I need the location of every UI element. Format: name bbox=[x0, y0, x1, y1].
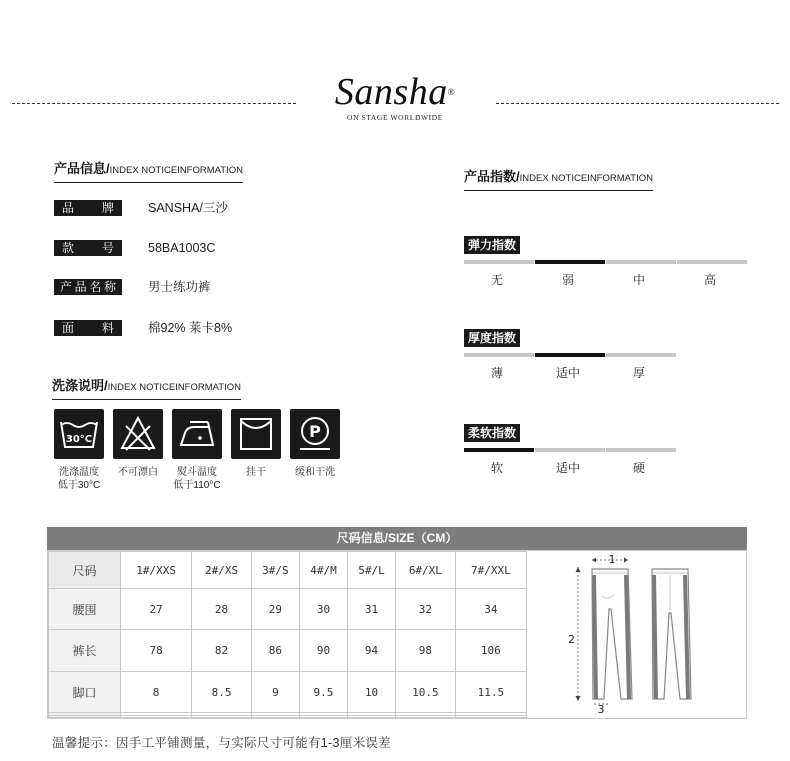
table-row bbox=[49, 671, 527, 712]
care-label-wash: 洗涤温度 低于30°C bbox=[57, 467, 101, 491]
row-label: 脚口 bbox=[49, 671, 121, 712]
measure-hem-mark: 3 bbox=[597, 703, 605, 716]
measure-waist-mark: 1 bbox=[608, 553, 616, 566]
row-label: 裤长 bbox=[49, 630, 121, 671]
index-title-2: 柔软指数 bbox=[464, 424, 520, 442]
size-cell: 82 bbox=[192, 630, 252, 671]
header-divider-left bbox=[12, 103, 296, 104]
size-cell: 90 bbox=[299, 630, 347, 671]
size-cell: 86 bbox=[251, 630, 299, 671]
size-cell: 10.5 bbox=[396, 671, 456, 712]
index-title-1: 厚度指数 bbox=[464, 329, 520, 347]
index-bar-1-2 bbox=[606, 353, 676, 357]
size-header-cell: 1#/XXS bbox=[121, 552, 192, 589]
index-option-2-2: 硬 bbox=[632, 461, 645, 475]
size-cell bbox=[455, 715, 526, 717]
index-bar-0-0 bbox=[464, 260, 534, 264]
care-label-dryclean: 缓和干洗 bbox=[295, 467, 335, 478]
table-row bbox=[49, 589, 527, 630]
logo-text: Sansha bbox=[334, 71, 448, 113]
measurement-note: 温馨提示：因手工平铺测量，与实际尺寸可能有1-3厘米误差 bbox=[52, 736, 391, 750]
size-cell bbox=[192, 715, 252, 717]
index-bar-0-2 bbox=[606, 260, 676, 264]
measure-length-mark: 2 bbox=[568, 633, 575, 646]
index-option-0-3: 高 bbox=[703, 273, 716, 287]
size-cell bbox=[299, 715, 347, 717]
brand-label: 品 牌 bbox=[54, 200, 122, 216]
index-option-1-0: 薄 bbox=[490, 366, 503, 380]
gentle-dry-clean-icon bbox=[290, 409, 340, 459]
product-name-label: 产品名称 bbox=[54, 279, 122, 295]
index-bar-2-2 bbox=[606, 448, 676, 452]
product-info-heading: 产品信息/INDEX NOTICEINFORMATION bbox=[54, 158, 243, 183]
size-header-cell: 6#/XL bbox=[396, 552, 456, 589]
fabric-value: 棉92% 莱卡8% bbox=[148, 321, 233, 335]
dry-clean-symbol: P bbox=[309, 422, 321, 441]
logo-tagline: ON STAGE WORLDWIDE bbox=[347, 113, 443, 122]
size-cell: 78 bbox=[121, 630, 192, 671]
care-label-bleach: 不可漂白 bbox=[118, 467, 158, 478]
no-bleach-icon bbox=[113, 409, 163, 459]
size-table bbox=[48, 551, 527, 718]
wash-30-icon bbox=[54, 409, 104, 459]
care-label-iron: 熨斗温度 低于110°C bbox=[173, 467, 221, 491]
index-bar-2-1 bbox=[535, 448, 605, 452]
size-header-row bbox=[49, 552, 527, 589]
index-option-0-2: 中 bbox=[632, 273, 645, 287]
size-cell bbox=[121, 715, 192, 717]
size-header-cell: 7#/XXL bbox=[455, 552, 526, 589]
table-row bbox=[49, 630, 527, 671]
pants-diagram bbox=[528, 551, 746, 718]
hang-dry-icon bbox=[231, 409, 281, 459]
iron-110-icon bbox=[172, 409, 222, 459]
care-heading: 洗涤说明/INDEX NOTICEINFORMATION bbox=[52, 375, 241, 400]
style-number-value: 58BA1003C bbox=[148, 241, 216, 255]
table-row bbox=[49, 715, 527, 717]
fabric-label: 面 料 bbox=[54, 320, 122, 336]
size-cell bbox=[396, 715, 456, 717]
brand-value: SANSHA/三沙 bbox=[148, 201, 228, 215]
size-cell: 28 bbox=[192, 589, 252, 630]
brand-logo bbox=[300, 72, 490, 122]
index-bar-0-1 bbox=[535, 260, 605, 264]
size-cell: 9 bbox=[251, 671, 299, 712]
size-cell: 32 bbox=[396, 589, 456, 630]
index-option-1-1: 适中 bbox=[555, 366, 580, 380]
row-label bbox=[49, 715, 121, 717]
size-cell bbox=[251, 715, 299, 717]
index-option-0-1: 弱 bbox=[561, 273, 574, 287]
size-header-cell: 2#/XS bbox=[192, 552, 252, 589]
size-header-cell: 3#/S bbox=[251, 552, 299, 589]
size-table-title: 尺码信息/SIZE（CM） bbox=[47, 527, 747, 550]
indices-heading: 产品指数/INDEX NOTICEINFORMATION bbox=[464, 166, 653, 191]
size-cell: 31 bbox=[348, 589, 396, 630]
size-header-cell: 4#/M bbox=[299, 552, 347, 589]
logo-registered-mark: ® bbox=[447, 87, 456, 97]
size-cell: 8.5 bbox=[192, 671, 252, 712]
header-divider-right bbox=[496, 103, 779, 104]
style-number-label: 款 号 bbox=[54, 240, 122, 256]
size-cell: 9.5 bbox=[299, 671, 347, 712]
size-cell: 98 bbox=[396, 630, 456, 671]
size-cell: 27 bbox=[121, 589, 192, 630]
size-cell: 29 bbox=[251, 589, 299, 630]
index-option-2-0: 软 bbox=[490, 461, 503, 475]
index-bar-2-0 bbox=[464, 448, 534, 452]
index-option-0-0: 无 bbox=[490, 273, 503, 287]
wash-temp-symbol: 30°C bbox=[65, 434, 93, 445]
index-option-2-1: 适中 bbox=[555, 461, 580, 475]
size-cell: 10 bbox=[348, 671, 396, 712]
index-bar-0-3 bbox=[677, 260, 747, 264]
product-name-value: 男士练功裤 bbox=[148, 280, 211, 294]
index-bar-1-1 bbox=[535, 353, 605, 357]
index-title-0: 弹力指数 bbox=[464, 236, 520, 254]
row-label: 腰围 bbox=[49, 589, 121, 630]
size-cell: 106 bbox=[455, 630, 526, 671]
size-cell: 11.5 bbox=[455, 671, 526, 712]
size-cell: 8 bbox=[121, 671, 192, 712]
size-header-cell: 5#/L bbox=[348, 552, 396, 589]
size-cell: 34 bbox=[455, 589, 526, 630]
size-cell: 94 bbox=[348, 630, 396, 671]
index-option-1-2: 厚 bbox=[632, 366, 645, 380]
size-cell: 30 bbox=[299, 589, 347, 630]
size-cell bbox=[348, 715, 396, 717]
size-header-label: 尺码 bbox=[49, 552, 121, 589]
index-bar-1-0 bbox=[464, 353, 534, 357]
care-label-hang: 挂干 bbox=[246, 467, 266, 478]
size-table-container bbox=[47, 550, 747, 719]
